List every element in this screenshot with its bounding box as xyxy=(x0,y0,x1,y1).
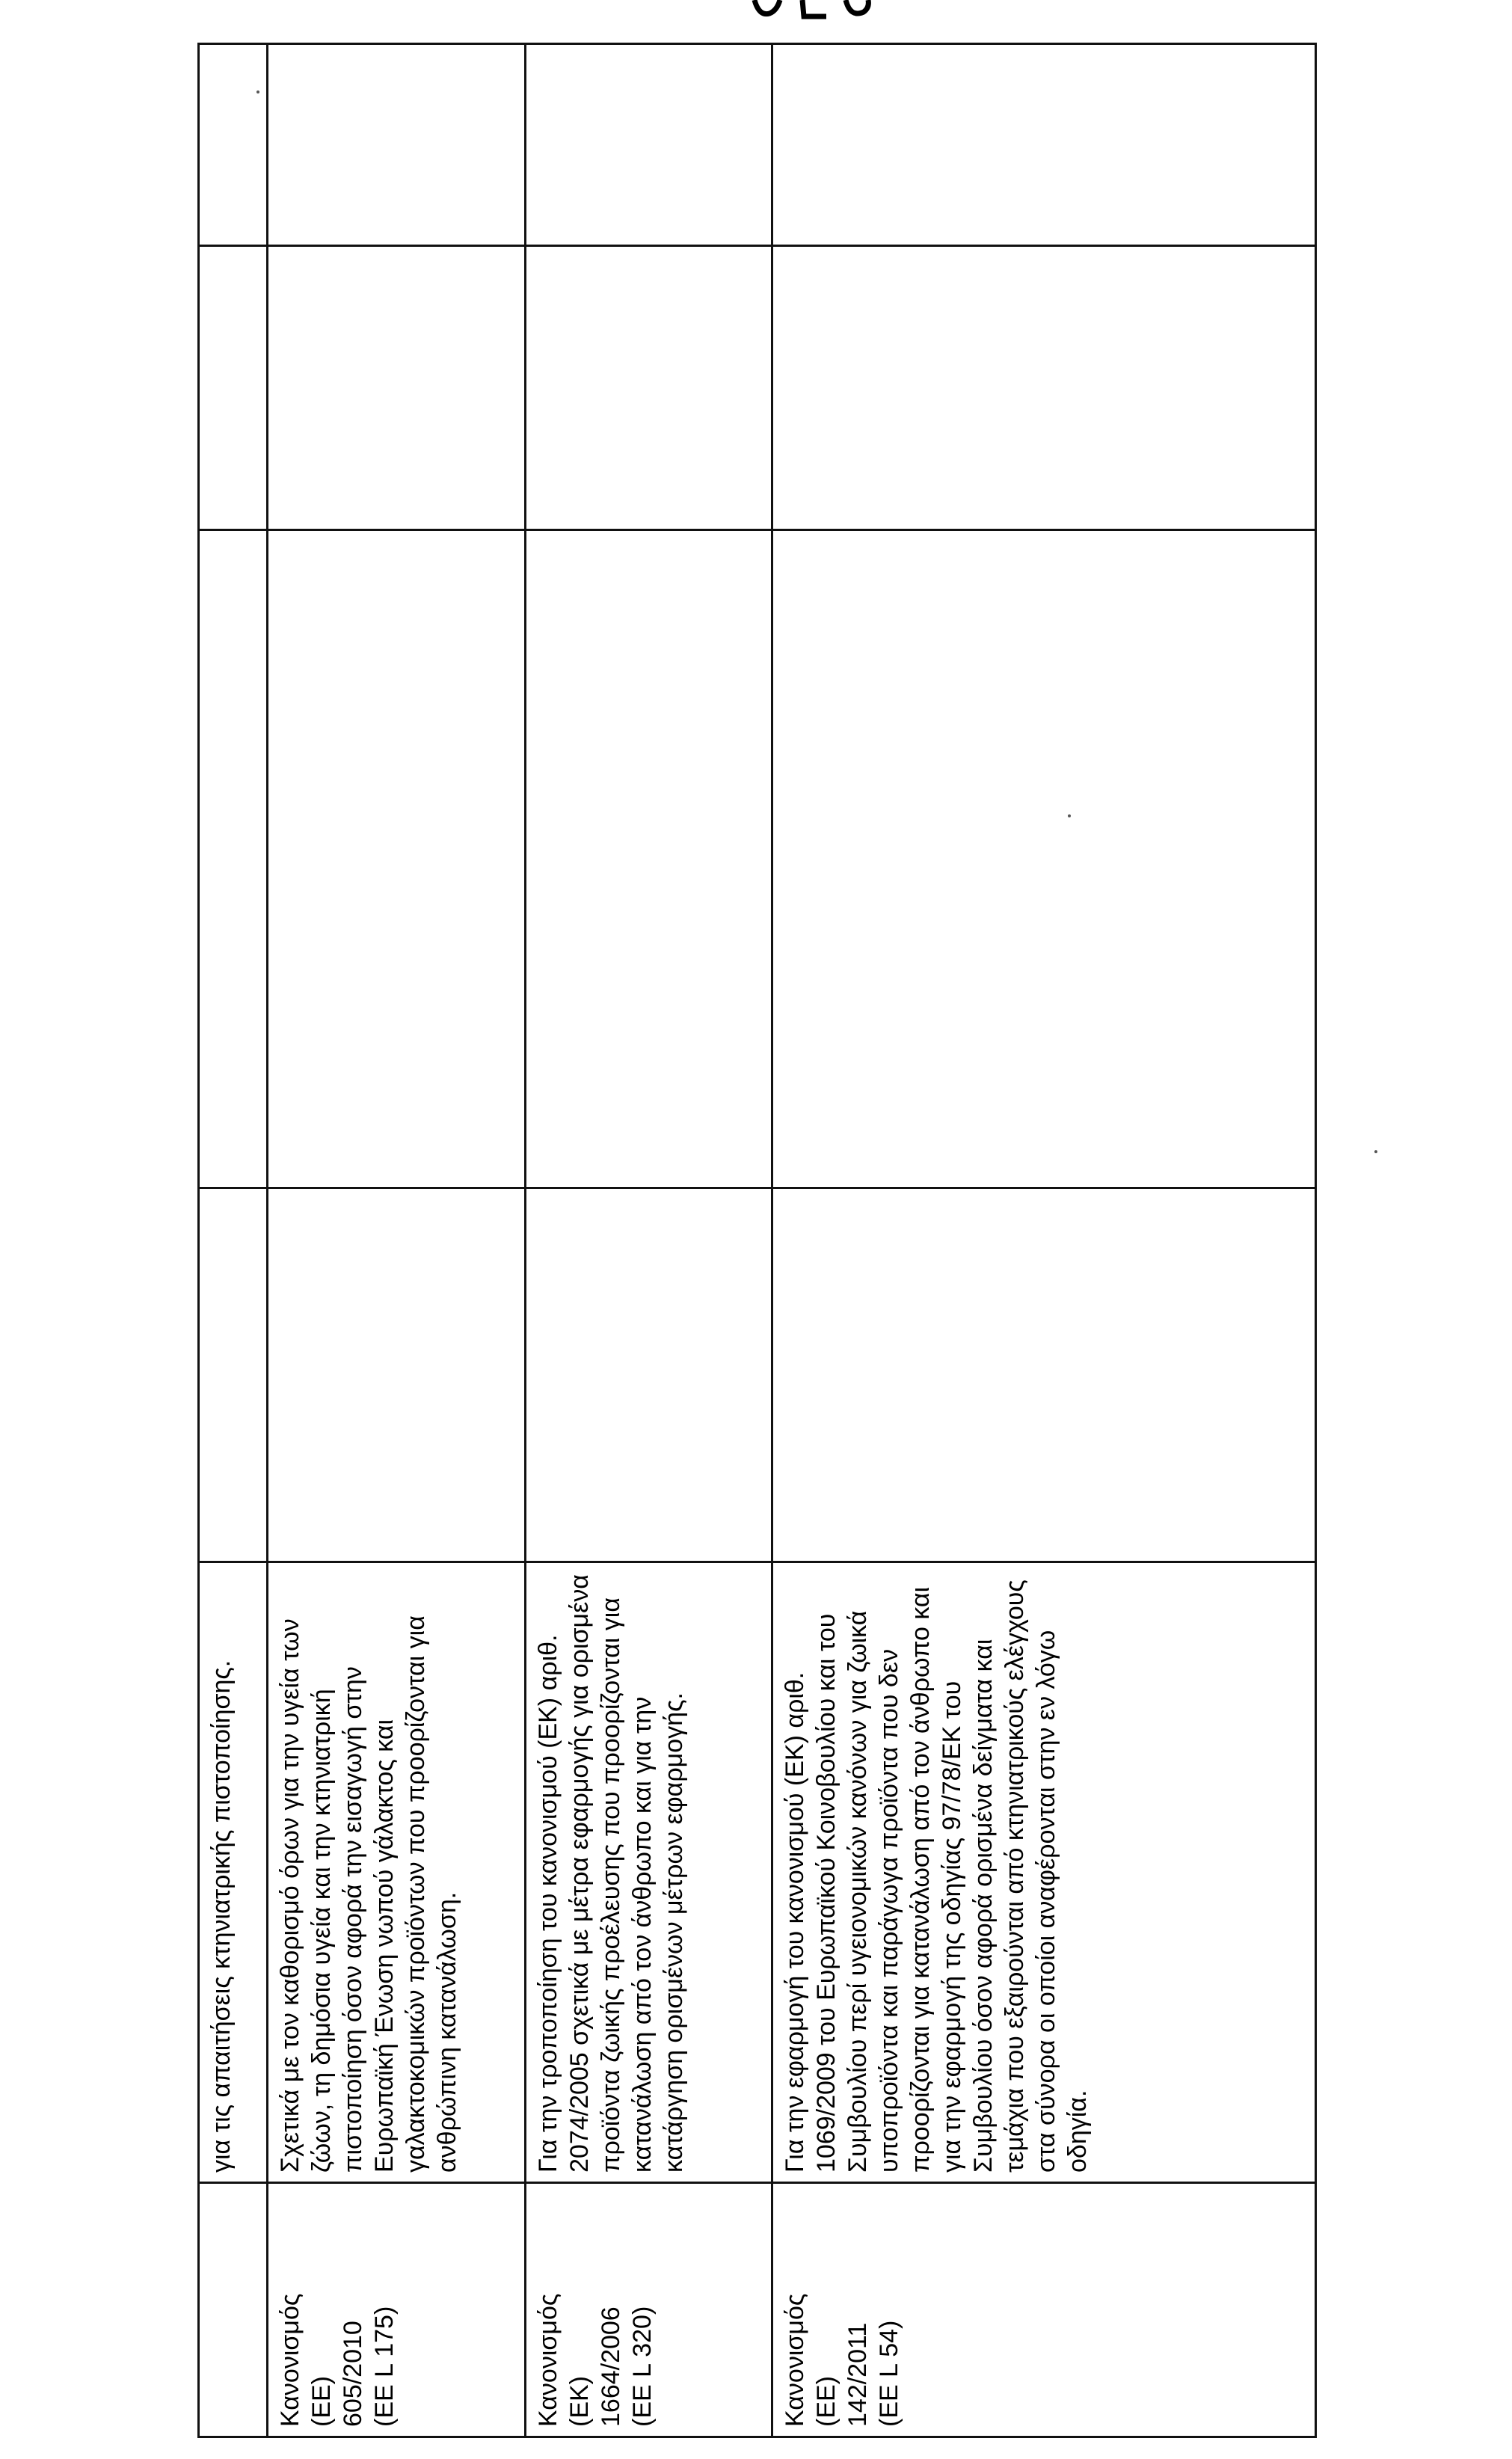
empty-cell xyxy=(199,530,268,1188)
table-row xyxy=(268,44,526,2437)
regulation-description: Για την εφαρμογή του κανονισμού (ΕΚ) αριθ. 1069/2009 του Ευρωπαϊκού Κοινοβουλίου και του Συμβουλίου περί υγειονομικών κανόνων για ζωικά υποπροϊόντα και παράγωγα προϊόντα που δεν προορίζονται για κατανάλωση από τον άνθρωπο και για την εφαρμογή της οδηγίας 97/78/ΕΚ του Συμβουλίου όσον αφορά ορισμένα δείγματα και τεμάχια που εξαιρούνται από κτηνιατρικούς ελέγχους στα σύνορα οι οποίοι αναφέρονται στην εν λόγω οδηγία. xyxy=(772,1562,1316,2183)
regulation-code-cell: Κανονισμός (ΕΚ) 1664/2006 (ΕΕ L 320) xyxy=(526,2183,772,2437)
table-row xyxy=(772,44,1316,2437)
regulation-description: Σχετικά με τον καθορισμό όρων για την υγεία των ζώων, τη δημόσια υγεία και την κτηνιατρική πιστοποίηση όσον αφορά την εισαγωγή στην Ευρωπαϊκή Ένωση νωπού γάλακτος και γαλακτοκομικών προϊόντων που προορίζονται για ανθρώπινη κατανάλωση. xyxy=(268,1562,526,2183)
empty-cell xyxy=(526,530,772,1188)
empty-cell xyxy=(772,246,1316,530)
regulation-description: Για την τροποποίηση του κανονισμού (ΕΚ) αριθ. 2074/2005 σχετικά με μέτρα εφαρμογής για ορισμένα προϊόντα ζωικής προέλευσης που προορίζονται για κατανάλωση από τον άνθρωπο και για την κατάργηση ορισμένων μέτρων εφαρμογής. xyxy=(526,1562,772,2183)
empty-cell xyxy=(772,44,1316,246)
empty-cell xyxy=(199,44,268,246)
empty-cell xyxy=(268,1188,526,1562)
empty-cell xyxy=(199,246,268,530)
table-row-intro xyxy=(199,44,268,2437)
regulations-table xyxy=(197,43,1317,2438)
regulation-code-cell: Κανονισμός (ΕΕ) 142/2011 (ΕΕ L 54) xyxy=(772,2183,1316,2437)
empty-cell xyxy=(199,1188,268,1562)
empty-cell xyxy=(526,246,772,530)
empty-cell xyxy=(268,530,526,1188)
rotated-scanned-page xyxy=(197,45,1315,2438)
scan-speck xyxy=(1374,1150,1377,1153)
regulation-code-cell: Κανονισμός (ΕΕ) 605/2010 (ΕΕ L 175) xyxy=(268,2183,526,2437)
cropped-header-fragment xyxy=(752,0,871,19)
empty-cell xyxy=(268,44,526,246)
empty-cell xyxy=(526,1188,772,1562)
empty-cell xyxy=(526,44,772,246)
empty-cell xyxy=(268,246,526,530)
empty-cell xyxy=(772,530,1316,1188)
table-row xyxy=(526,44,772,2437)
code-cell-empty xyxy=(199,2183,268,2437)
empty-cell xyxy=(772,1188,1316,1562)
scan-speck xyxy=(1068,814,1071,817)
intro-description: για τις απαιτήσεις κτηνιατρικής πιστοποίησης. xyxy=(199,1562,268,2183)
scan-speck xyxy=(256,90,259,93)
